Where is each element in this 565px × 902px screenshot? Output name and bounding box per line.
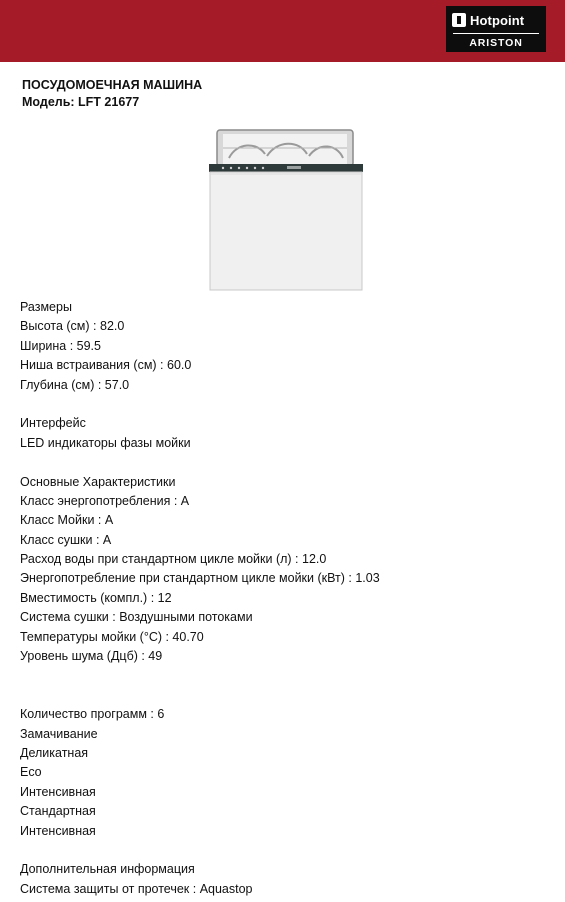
spec-line: Расход воды при стандартном цикле мойки (л) : 12.0	[20, 552, 327, 567]
spec-line: Класс энергопотребления : A	[20, 493, 190, 508]
document-heading	[22, 77, 202, 111]
spec-line: Энергопотребление при стандартном цикле мойки (кВт) : 1.03	[20, 571, 380, 586]
spec-spacer	[20, 453, 540, 472]
spec-spacer	[20, 666, 540, 685]
spec-line: Интенсивная	[20, 784, 96, 799]
spec-line: Интерфейс	[20, 416, 86, 431]
spec-line: Количество программ : 6	[20, 707, 165, 722]
spec-line: Глубина (см) : 57.0	[20, 377, 130, 392]
spec-line: Eco	[20, 765, 42, 780]
spec-line: Уровень шума (Дцб) : 49	[20, 649, 163, 664]
product-title: ПОСУДОМОЕЧНАЯ МАШИНА	[22, 78, 203, 92]
spec-line: Дополнительная информация	[20, 862, 195, 877]
brand-name-secondary: ARISTON	[469, 37, 523, 49]
spec-line: Система защиты от протечек : Aquastop	[20, 881, 253, 896]
spec-line: Стандартная	[20, 804, 96, 819]
spec-line: Класс Мойки : A	[20, 513, 114, 528]
brand-mark-icon	[452, 13, 466, 27]
spec-line: Размеры	[20, 300, 72, 314]
spec-spacer	[20, 395, 540, 414]
brand-name-primary: Hotpoint	[470, 12, 525, 28]
dishwasher-product-image	[207, 128, 365, 292]
product-model: Модель: LFT 21677	[22, 95, 140, 109]
spec-line: Класс сушки : A	[20, 532, 112, 547]
spec-line: Замачивание	[20, 726, 98, 741]
logo-divider	[453, 33, 539, 34]
spec-line: Система сушки : Воздушными потоками	[20, 610, 253, 625]
spec-spacer	[20, 841, 540, 860]
spec-line: Температуры мойки (°C) : 40.70	[20, 629, 204, 644]
spec-line: Интенсивная	[20, 823, 96, 838]
spec-line: Деликатная	[20, 745, 89, 760]
spec-line: Вместимость (компл.) : 12	[20, 590, 172, 605]
spec-line: Основные Характеристики	[20, 474, 176, 489]
spec-line: Ниша встраивания (см) : 60.0	[20, 358, 192, 373]
spec-line: Высота (см) : 82.0	[20, 319, 125, 334]
specifications-list	[20, 298, 540, 899]
hotpoint-ariston-logo	[446, 6, 546, 52]
spec-line: Ширина : 59.5	[20, 338, 101, 353]
spec-spacer	[20, 686, 540, 705]
spec-line: LED индикаторы фазы мойки	[20, 435, 191, 450]
